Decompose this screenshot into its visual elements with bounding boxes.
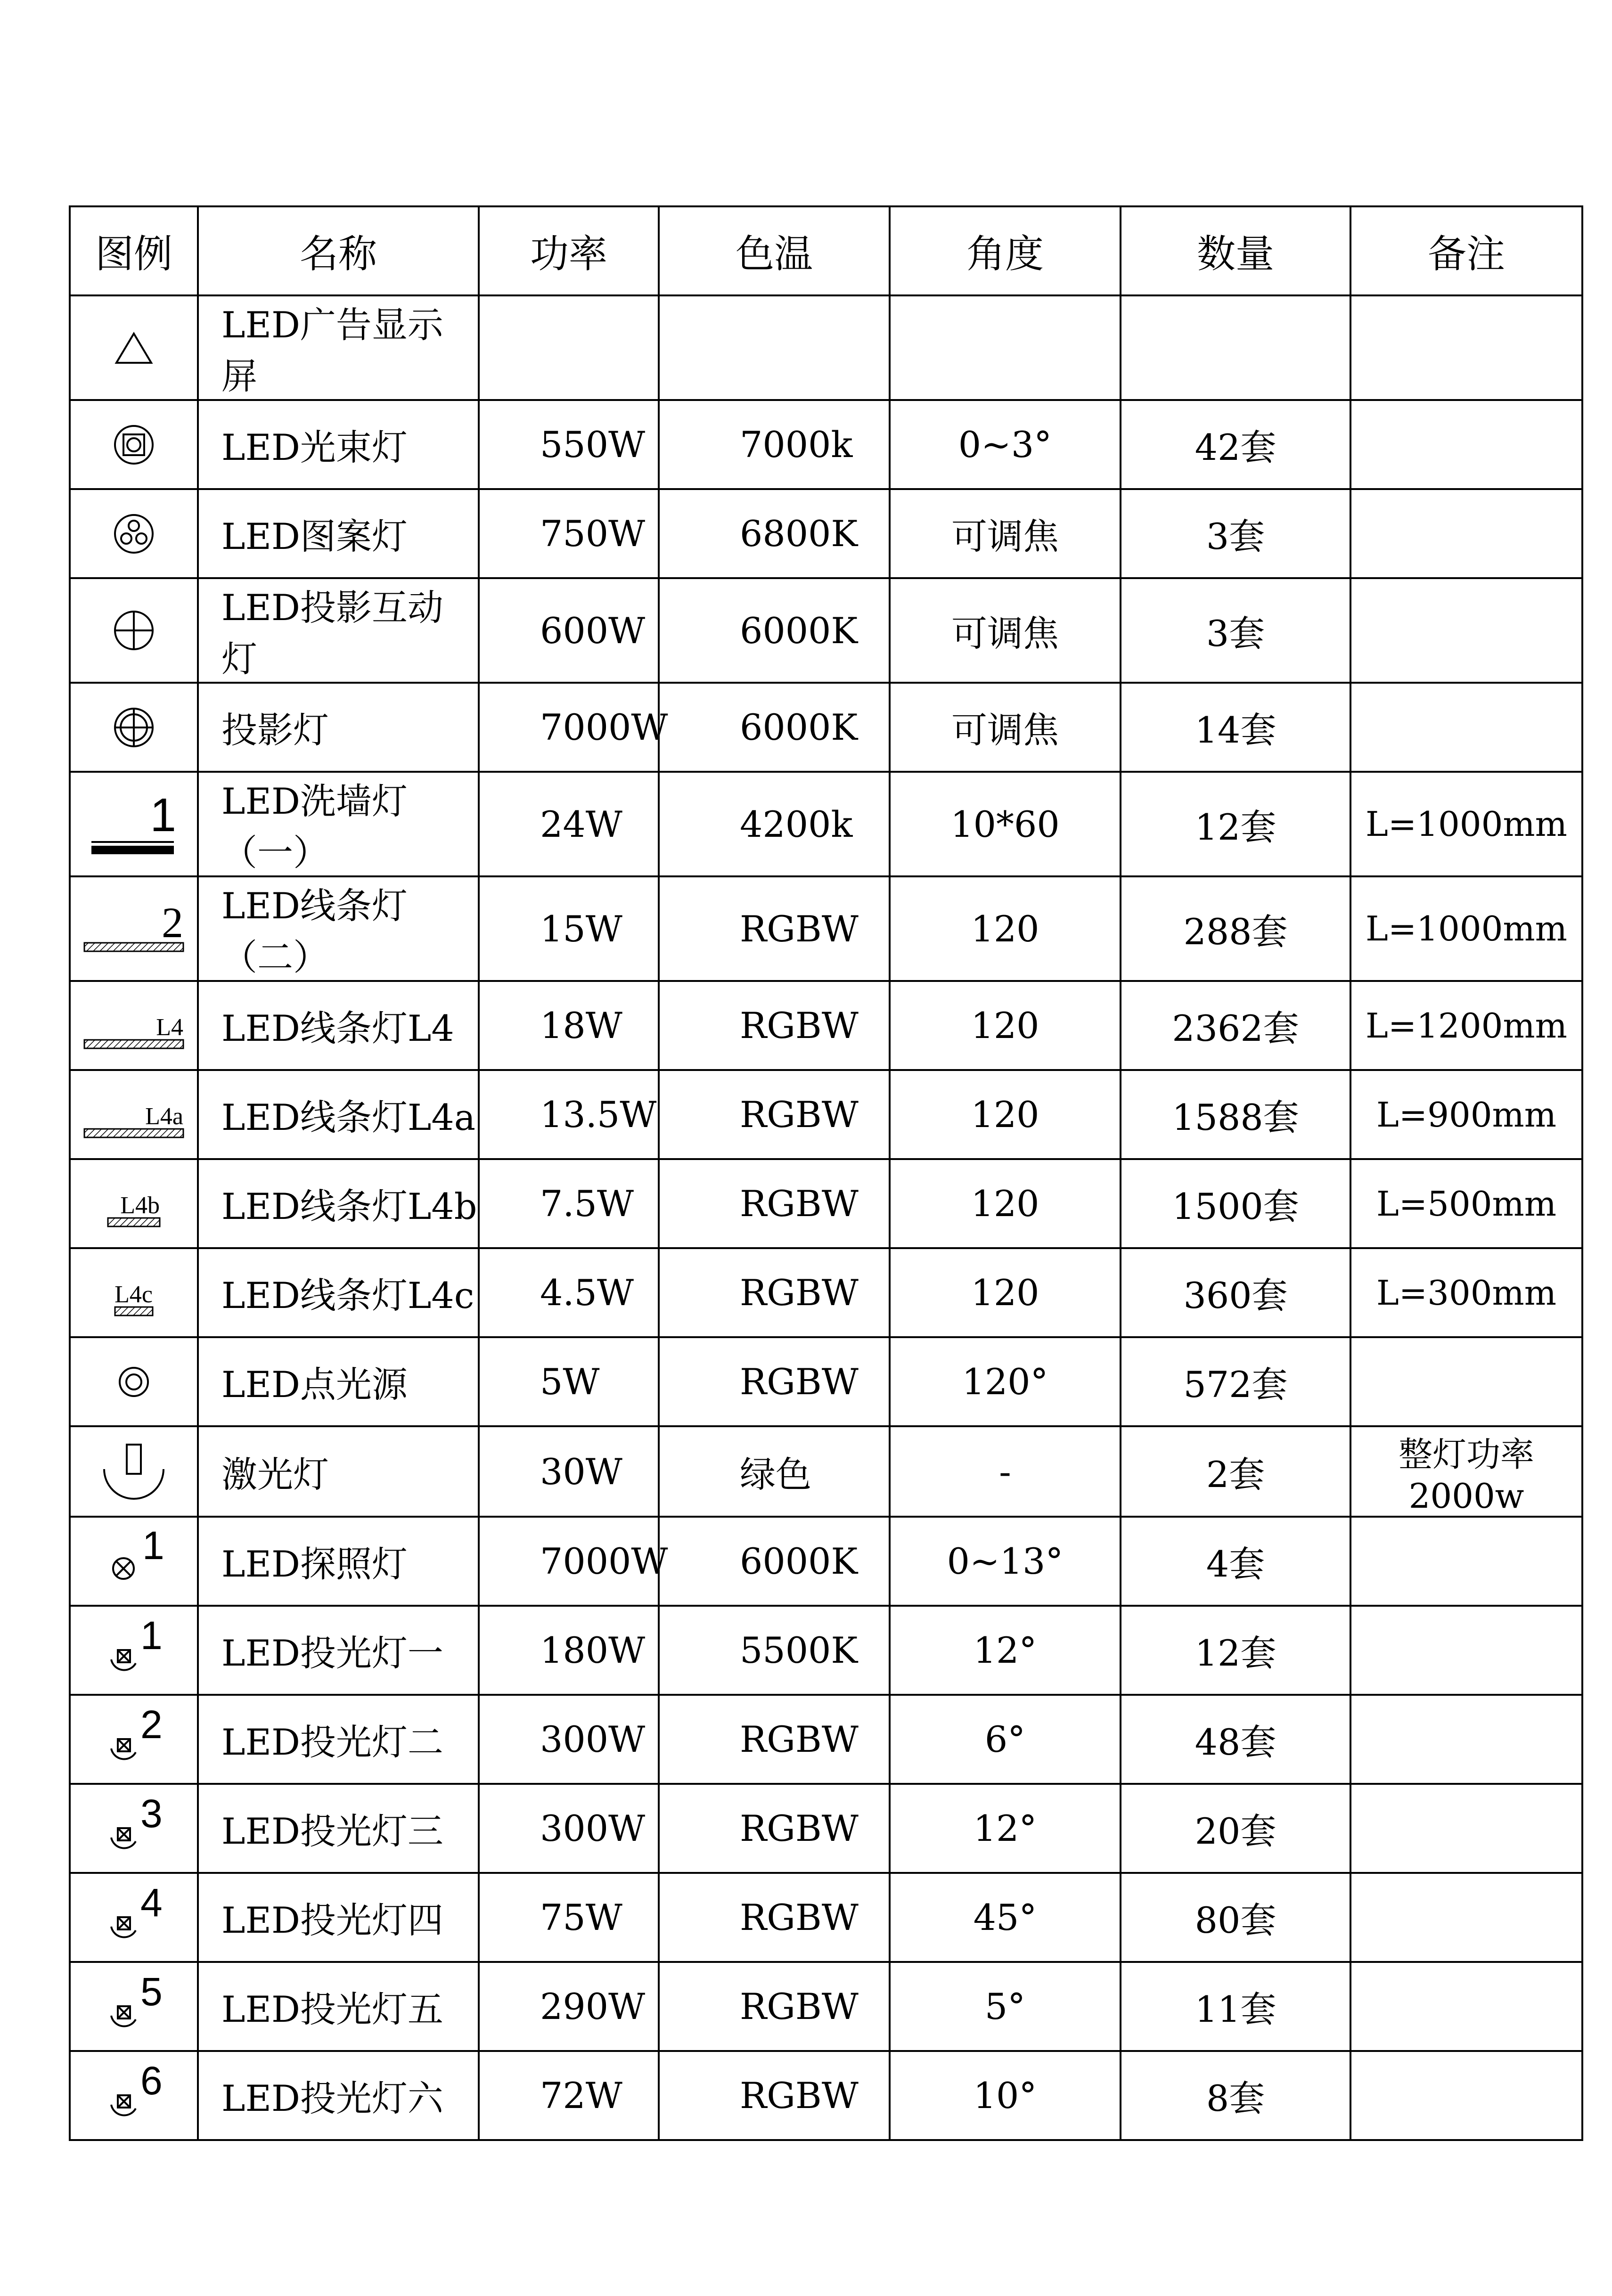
item-color-temp: 4200k (659, 772, 890, 876)
item-angle: 10*60 (890, 772, 1121, 876)
item-name: LED光束灯 (198, 400, 479, 489)
item-power: 72W (479, 2051, 659, 2140)
item-color-temp: RGBW (659, 1248, 890, 1337)
item-power: 550W (479, 400, 659, 489)
legend-cell (70, 1248, 198, 1337)
item-color-temp: RGBW (659, 1337, 890, 1426)
hatched-bar-icon (71, 1255, 197, 1331)
item-color-temp: RGBW (659, 2051, 890, 2140)
header-name: 名称 (198, 206, 479, 295)
item-name: 激光灯 (198, 1426, 479, 1517)
item-color-temp: RGBW (659, 1159, 890, 1248)
legend-cell (70, 876, 198, 981)
item-color-temp: 6000K (659, 683, 890, 772)
item-color-temp: RGBW (659, 1962, 890, 2051)
searchlight-icon (71, 1523, 197, 1592)
hatched-bar-icon (71, 1166, 197, 1242)
hatched-bar-icon (71, 1077, 197, 1152)
item-color-temp: RGBW (659, 981, 890, 1070)
item-remarks: L=300mm (1350, 1248, 1582, 1337)
item-name: LED点光源 (198, 1337, 479, 1426)
legend-cell (70, 1517, 198, 1606)
table-row (70, 489, 1582, 578)
beam-light-icon (71, 421, 197, 468)
item-power: 4.5W (479, 1248, 659, 1337)
header-row (70, 206, 1582, 295)
legend-cell (70, 1962, 198, 2051)
item-angle: - (890, 1426, 1121, 1517)
item-quantity: 12套 (1121, 1606, 1350, 1695)
table-row (70, 1426, 1582, 1517)
item-color-temp: 6800K (659, 489, 890, 578)
item-angle: 45° (890, 1873, 1121, 1962)
item-quantity: 1500套 (1121, 1159, 1350, 1248)
item-remarks: L=1000mm (1350, 876, 1582, 981)
item-power: 180W (479, 1606, 659, 1695)
item-angle: 120 (890, 1070, 1121, 1159)
table-row (70, 1159, 1582, 1248)
legend-cell (70, 2051, 198, 2140)
table-row (70, 683, 1582, 772)
item-remarks (1350, 1606, 1582, 1695)
item-quantity: 572套 (1121, 1337, 1350, 1426)
item-name: LED线条灯L4b (198, 1159, 479, 1248)
item-quantity: 12套 (1121, 772, 1350, 876)
table-row (70, 1070, 1582, 1159)
legend-cell (70, 1784, 198, 1873)
item-remarks (1350, 489, 1582, 578)
legend-cell (70, 772, 198, 876)
legend-cell (70, 1337, 198, 1426)
header-color-temp: 色温 (659, 206, 890, 295)
item-power: 75W (479, 1873, 659, 1962)
table-row (70, 1517, 1582, 1606)
item-quantity: 20套 (1121, 1784, 1350, 1873)
triangle-icon (71, 329, 197, 367)
floodlight-icon (71, 1880, 197, 1948)
item-quantity: 14套 (1121, 683, 1350, 772)
hatched-bar-icon (71, 891, 197, 966)
header-quantity: 数量 (1121, 206, 1350, 295)
pattern-light-icon (71, 510, 197, 557)
item-name: LED线条灯L4a (198, 1070, 479, 1159)
item-remarks (1350, 1695, 1582, 1784)
item-remarks (1350, 1962, 1582, 2051)
item-color-temp (659, 295, 890, 400)
legend-cell (70, 981, 198, 1070)
legend-cell (70, 400, 198, 489)
table-row (70, 1873, 1582, 1962)
item-quantity: 2套 (1121, 1426, 1350, 1517)
item-angle: 可调焦 (890, 489, 1121, 578)
item-quantity: 288套 (1121, 876, 1350, 981)
icon-label: 4 (140, 1880, 163, 1925)
item-name: LED图案灯 (198, 489, 479, 578)
item-angle: 120 (890, 876, 1121, 981)
item-angle: 120 (890, 981, 1121, 1070)
item-name: LED投光灯一 (198, 1606, 479, 1695)
icon-label: L4c (115, 1281, 153, 1308)
table-row (70, 1337, 1582, 1426)
item-angle: 5° (890, 1962, 1121, 2051)
item-angle: 可调焦 (890, 683, 1121, 772)
item-name: LED广告显示屏 (198, 295, 479, 400)
item-quantity: 48套 (1121, 1695, 1350, 1784)
item-remarks (1350, 400, 1582, 489)
item-name: 投影灯 (198, 683, 479, 772)
item-remarks (1350, 1337, 1582, 1426)
item-name: LED投光灯四 (198, 1873, 479, 1962)
item-power: 7000W (479, 1517, 659, 1606)
table-row (70, 981, 1582, 1070)
item-quantity (1121, 295, 1350, 400)
item-name: LED投光灯二 (198, 1695, 479, 1784)
item-quantity: 360套 (1121, 1248, 1350, 1337)
projector-icon (71, 704, 197, 751)
table-row (70, 400, 1582, 489)
item-name: LED线条灯L4 (198, 981, 479, 1070)
item-power: 7.5W (479, 1159, 659, 1248)
item-quantity: 4套 (1121, 1517, 1350, 1606)
lighting-schedule-table (69, 205, 1583, 2141)
legend-cell (70, 1426, 198, 1517)
floodlight-icon (71, 1702, 197, 1770)
item-name: LED投影互动灯 (198, 578, 479, 683)
icon-label: 3 (140, 1791, 163, 1836)
legend-cell (70, 683, 198, 772)
item-quantity: 3套 (1121, 578, 1350, 683)
item-name: LED探照灯 (198, 1517, 479, 1606)
laser-light-icon (71, 1441, 197, 1502)
item-name: LED洗墙灯（一） (198, 772, 479, 876)
item-angle (890, 295, 1121, 400)
item-angle: 120 (890, 1159, 1121, 1248)
item-name: LED投光灯三 (198, 1784, 479, 1873)
legend-cell (70, 1159, 198, 1248)
item-name: LED线条灯（二） (198, 876, 479, 981)
item-angle: 120° (890, 1337, 1121, 1426)
table-row (70, 578, 1582, 683)
legend-cell (70, 489, 198, 578)
item-power: 600W (479, 578, 659, 683)
item-power: 300W (479, 1695, 659, 1784)
floodlight-icon (71, 1969, 197, 2037)
header-legend: 图例 (70, 206, 198, 295)
item-remarks: L=1000mm (1350, 772, 1582, 876)
item-power: 300W (479, 1784, 659, 1873)
table-row (70, 1784, 1582, 1873)
item-color-temp: 6000K (659, 1517, 890, 1606)
item-quantity: 80套 (1121, 1873, 1350, 1962)
item-power: 30W (479, 1426, 659, 1517)
item-power (479, 295, 659, 400)
icon-label: L4b (120, 1192, 160, 1219)
item-remarks (1350, 1784, 1582, 1873)
header-angle: 角度 (890, 206, 1121, 295)
item-quantity: 2362套 (1121, 981, 1350, 1070)
item-remarks: L=1200mm (1350, 981, 1582, 1070)
crosshair-circle-icon (71, 607, 197, 654)
item-power: 18W (479, 981, 659, 1070)
item-quantity: 1588套 (1121, 1070, 1350, 1159)
icon-label: L4a (145, 1103, 183, 1130)
legend-cell (70, 1070, 198, 1159)
table-row (70, 1962, 1582, 2051)
double-circle-icon (71, 1363, 197, 1401)
item-color-temp: 5500K (659, 1606, 890, 1695)
icon-label: 2 (162, 899, 183, 947)
table-row (70, 2051, 1582, 2140)
item-remarks: 整灯功率2000w (1350, 1426, 1582, 1517)
item-remarks: L=900mm (1350, 1070, 1582, 1159)
item-name: LED线条灯L4c (198, 1248, 479, 1337)
icon-label: L4 (156, 1013, 183, 1041)
item-power: 5W (479, 1337, 659, 1426)
header-power: 功率 (479, 206, 659, 295)
item-color-temp: RGBW (659, 1784, 890, 1873)
item-remarks (1350, 2051, 1582, 2140)
floodlight-icon (71, 1791, 197, 1859)
table-row (70, 1695, 1582, 1784)
item-angle: 0~3° (890, 400, 1121, 489)
item-remarks (1350, 683, 1582, 772)
icon-label: 2 (140, 1702, 163, 1747)
item-quantity: 3套 (1121, 489, 1350, 578)
table-row (70, 1606, 1582, 1695)
hatched-bar-icon (71, 988, 197, 1063)
item-angle: 12° (890, 1784, 1121, 1873)
legend-cell (70, 578, 198, 683)
icon-label: 1 (140, 1613, 163, 1658)
item-power: 13.5W (479, 1070, 659, 1159)
item-color-temp: RGBW (659, 1695, 890, 1784)
icon-label: 5 (140, 1969, 163, 2014)
item-name: LED投光灯五 (198, 1962, 479, 2051)
item-color-temp: RGBW (659, 1070, 890, 1159)
table-row (70, 772, 1582, 876)
item-power: 7000W (479, 683, 659, 772)
item-color-temp: 6000K (659, 578, 890, 683)
icon-label: 6 (140, 2058, 163, 2103)
item-color-temp: 7000k (659, 400, 890, 489)
item-angle: 120 (890, 1248, 1121, 1337)
item-color-temp: 绿色 (659, 1426, 890, 1517)
legend-cell (70, 1873, 198, 1962)
item-angle: 6° (890, 1695, 1121, 1784)
icon-label: 1 (150, 789, 176, 842)
item-power: 290W (479, 1962, 659, 2051)
item-remarks (1350, 295, 1582, 400)
table-row (70, 295, 1582, 400)
item-angle: 10° (890, 2051, 1121, 2140)
legend-cell (70, 295, 198, 400)
header-remarks: 备注 (1350, 206, 1582, 295)
item-quantity: 8套 (1121, 2051, 1350, 2140)
item-color-temp: RGBW (659, 1873, 890, 1962)
item-angle: 12° (890, 1606, 1121, 1695)
legend-cell (70, 1606, 198, 1695)
table-row (70, 1248, 1582, 1337)
item-power: 24W (479, 772, 659, 876)
item-quantity: 42套 (1121, 400, 1350, 489)
floodlight-icon (71, 2058, 197, 2126)
item-name: LED投光灯六 (198, 2051, 479, 2140)
item-angle: 0~13° (890, 1517, 1121, 1606)
item-power: 15W (479, 876, 659, 981)
item-remarks (1350, 1517, 1582, 1606)
floodlight-icon (71, 1613, 197, 1681)
table-row (70, 876, 1582, 981)
item-remarks (1350, 578, 1582, 683)
wall-washer-icon (71, 786, 197, 862)
legend-cell (70, 1695, 198, 1784)
item-angle: 可调焦 (890, 578, 1121, 683)
item-power: 750W (479, 489, 659, 578)
item-quantity: 11套 (1121, 1962, 1350, 2051)
item-remarks: L=500mm (1350, 1159, 1582, 1248)
item-color-temp: RGBW (659, 876, 890, 981)
item-remarks (1350, 1873, 1582, 1962)
icon-label: 1 (142, 1523, 164, 1568)
